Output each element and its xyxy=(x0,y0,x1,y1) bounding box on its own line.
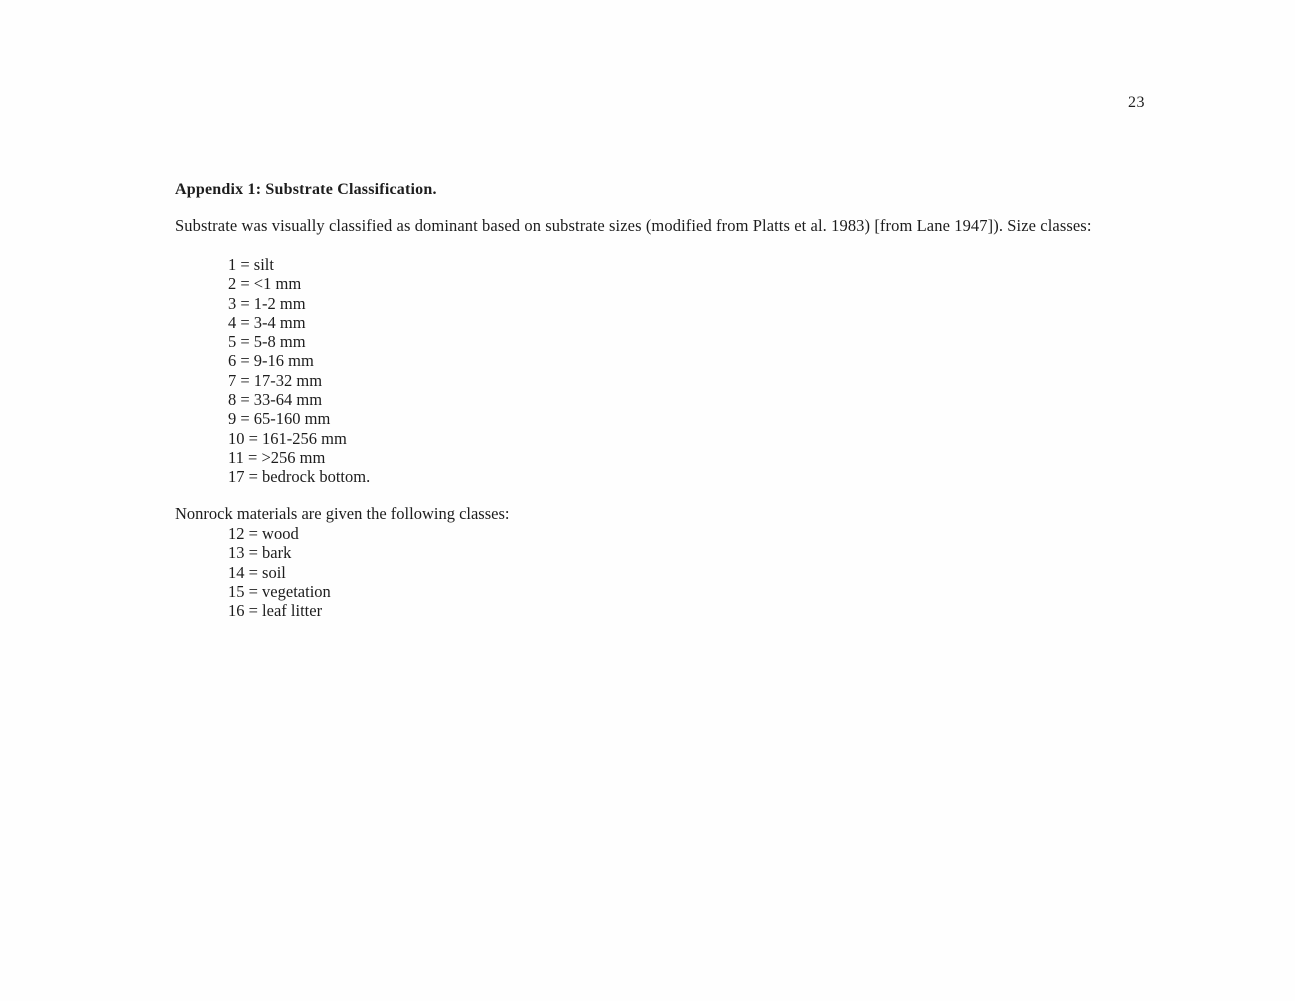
nonrock-class-item: 14 = soil xyxy=(228,562,286,582)
size-class-item: 3 = 1-2 mm xyxy=(228,293,306,313)
size-class-item: 4 = 3-4 mm xyxy=(228,312,306,332)
size-class-item: 17 = bedrock bottom. xyxy=(228,467,371,487)
nonrock-class-item: 12 = wood xyxy=(228,524,299,543)
size-class-item: 5 = 5-8 mm xyxy=(228,332,306,352)
nonrock-class-item: 16 = leaf litter xyxy=(228,601,323,621)
size-class-list xyxy=(228,255,370,487)
nonrock-class-list xyxy=(228,524,331,620)
size-class-item: 7 = 17-32 mm xyxy=(228,370,323,390)
size-class-item: 2 = <1 mm xyxy=(228,274,302,294)
appendix-heading: Appendix 1: Substrate Classification. xyxy=(175,181,437,198)
nonrock-intro-paragraph: Nonrock materials are given the following classes: xyxy=(175,504,510,523)
intro-paragraph: Substrate was visually classified as dominant based on substrate sizes (modified from Platts et al. 1983) [from Lane 1947]). Size classes: xyxy=(175,216,1092,235)
size-class-item: 8 = 33-64 mm xyxy=(228,390,323,410)
page-number: 23 xyxy=(1128,94,1145,111)
size-class-item: 1 = silt xyxy=(228,255,274,274)
size-class-item: 6 = 9-16 mm xyxy=(228,351,314,371)
nonrock-class-item: 13 = bark xyxy=(228,543,292,563)
size-class-item: 11 = >256 mm xyxy=(228,447,326,467)
size-class-item: 10 = 161-256 mm xyxy=(228,428,347,448)
size-class-item: 9 = 65-160 mm xyxy=(228,409,331,429)
nonrock-class-item: 15 = vegetation xyxy=(228,581,331,601)
